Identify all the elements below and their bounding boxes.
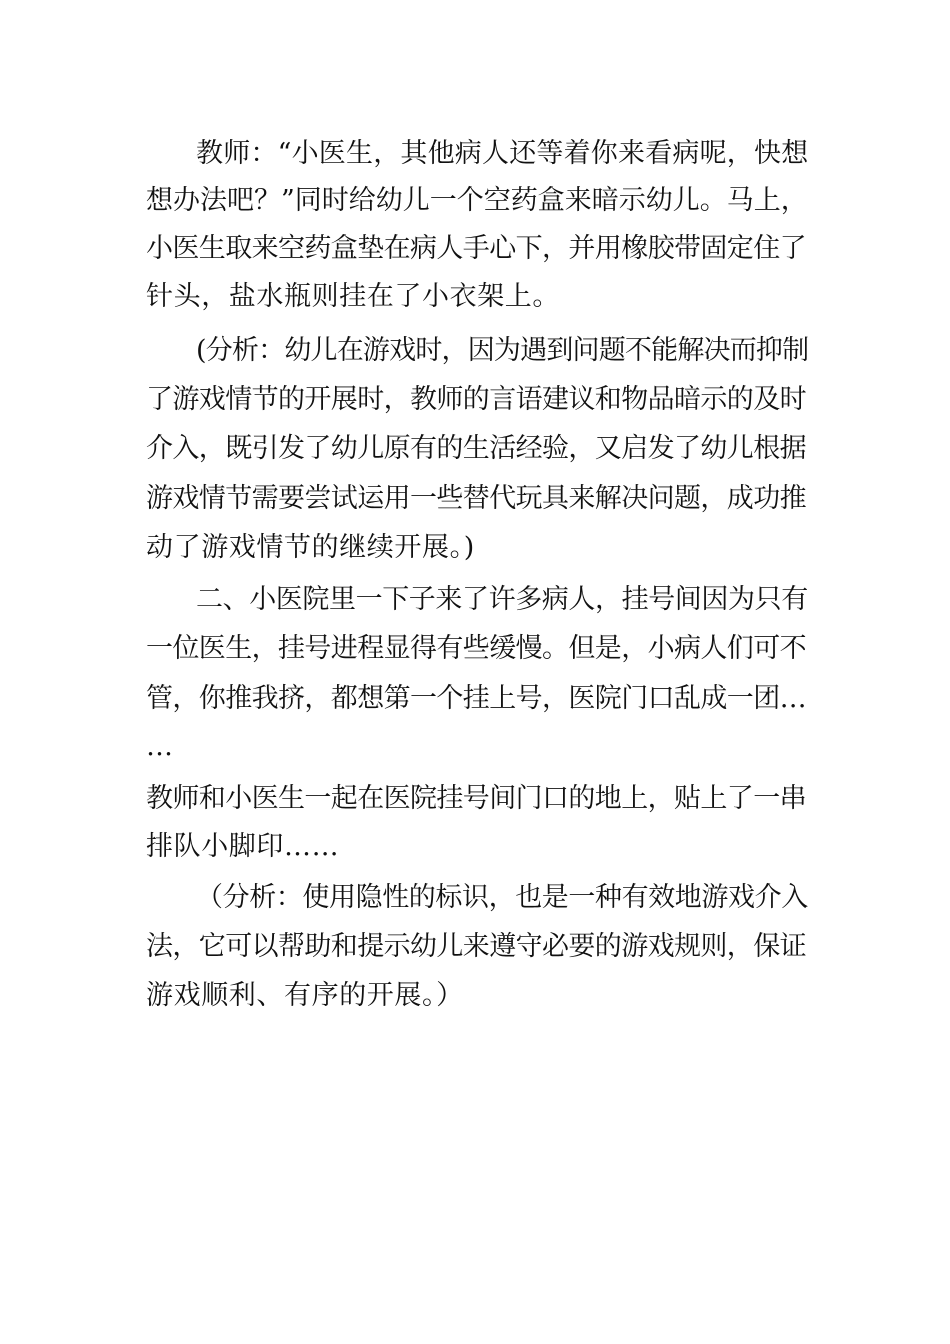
paragraph-2-line-2: 了游戏情节的开展时，教师的言语建议和物品暗示的及时	[146, 384, 806, 415]
paragraph-4-line-1: 教师和小医生一起在医院挂号间门口的地上，贴上了一串	[146, 783, 806, 814]
paragraph-2-line-3: 介入，既引发了幼儿原有的生活经验，又启发了幼儿根据	[146, 433, 806, 464]
paragraph-3-line-2: 一位医生，挂号进程显得有些缓慢。但是，小病人们可不	[146, 633, 806, 664]
paragraph-5-line-1: （分析：使用隐性的标识，也是一种有效地游戏介入	[196, 882, 808, 913]
paragraph-5-line-3: 游戏顺利、有序的开展。）	[146, 980, 464, 1011]
paragraph-3-line-4: …	[146, 731, 174, 762]
paragraph-3-line-1: 二、小医院里一下子来了许多病人，挂号间因为只有	[196, 584, 808, 615]
paragraph-2-line-1: (分析：幼儿在游戏时，因为遇到问题不能解决而抑制	[196, 335, 809, 366]
paragraph-1-line-4: 针头，盐水瓶则挂在了小衣架上。	[146, 281, 560, 312]
paragraph-2-line-4: 游戏情节需要尝试运用一些替代玩具来解决问题，成功推	[146, 483, 806, 514]
paragraph-5-line-2: 法，它可以帮助和提示幼儿来遵守必要的游戏规则，保证	[146, 931, 806, 962]
paragraph-2-line-5: 动了游戏情节的继续开展。)	[146, 532, 475, 563]
paragraph-1-line-3: 小医生取来空药盒垫在病人手心下，并用橡胶带固定住了	[146, 233, 806, 264]
paragraph-1-line-2: 想办法吧？”同时给幼儿一个空药盒来暗示幼儿。马上，	[146, 185, 808, 216]
paragraph-1-line-1: 教师：“小医生，其他病人还等着你来看病呢，快想	[196, 138, 809, 169]
paragraph-3-line-3: 管，你推我挤，都想第一个挂上号，医院门口乱成一团…	[146, 683, 806, 714]
paragraph-4-line-2: 排队小脚印……	[146, 831, 340, 862]
